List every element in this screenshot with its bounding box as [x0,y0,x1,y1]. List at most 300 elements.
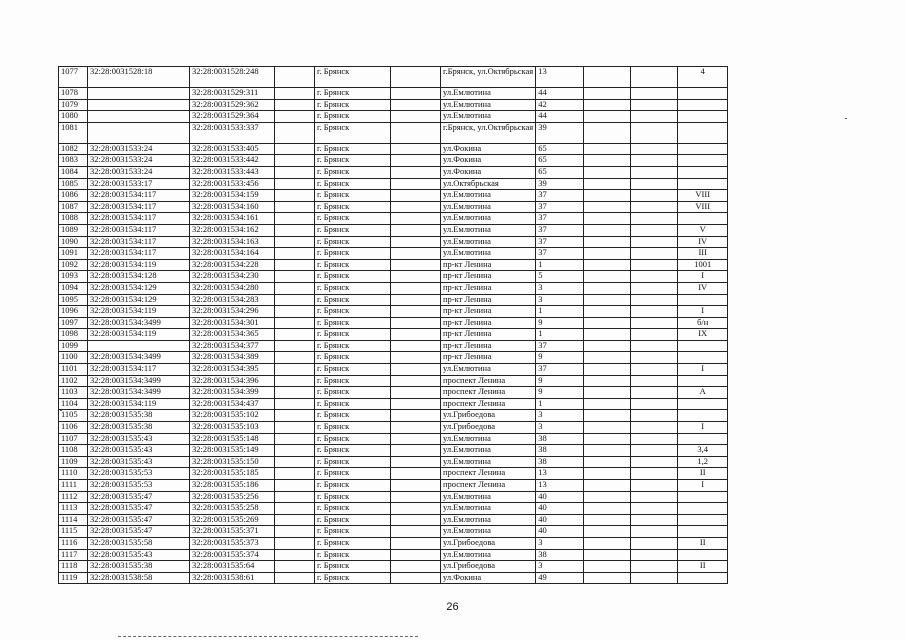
empty-cell [275,201,315,213]
city-cell: г. Брянск [315,67,391,88]
empty-cell [391,503,441,515]
street-cell: ул.Емлютина [441,111,536,123]
house-number-cell: 40 [536,526,584,538]
empty-cell [275,122,315,143]
street-cell: ул.Грибоедова [441,561,536,573]
parcel-cadastral-number: 32:28:0031534:3499 [88,352,190,364]
empty-cell [275,143,315,155]
street-cell: проспект Ленина [441,480,536,492]
city-cell: г. Брянск [315,224,391,236]
city-cell: г. Брянск [315,190,391,202]
empty-cell [275,282,315,294]
empty-cell [391,352,441,364]
parcel-cadastral-number: 32:28:0031528:18 [88,67,190,88]
object-cadastral-number: 32:28:0031528:248 [190,67,275,88]
parcel-cadastral-number: 32:28:0031534:117 [88,224,190,236]
street-cell: ул.Фокина [441,166,536,178]
house-number-cell: 1 [536,398,584,410]
city-cell: г. Брянск [315,340,391,352]
house-number-cell: 13 [536,67,584,88]
house-number-cell: 1 [536,259,584,271]
parcel-cadastral-number: 32:28:0031535:43 [88,549,190,561]
object-cadastral-number: 32:28:0031533:405 [190,143,275,155]
empty-cell [391,572,441,584]
letter-cell [678,99,728,111]
row-number: 1084 [59,166,88,178]
empty-cell [584,143,631,155]
letter-cell [678,410,728,422]
empty-cell [631,561,678,573]
table-row [59,433,728,445]
empty-cell [391,143,441,155]
empty-cell [631,445,678,457]
table-row [59,537,728,549]
empty-cell [631,282,678,294]
empty-cell [584,561,631,573]
empty-cell [631,271,678,283]
row-number: 1096 [59,306,88,318]
empty-cell [275,178,315,190]
object-cadastral-number: 32:28:0031535:256 [190,491,275,503]
letter-cell [678,433,728,445]
row-number: 1103 [59,387,88,399]
table-row [59,155,728,167]
table-row [59,143,728,155]
empty-cell [584,410,631,422]
house-number-cell: 9 [536,375,584,387]
city-cell: г. Брянск [315,122,391,143]
empty-cell [631,122,678,143]
letter-cell: 1,2 [678,456,728,468]
object-cadastral-number: 32:28:0031533:442 [190,155,275,167]
street-cell: ул.Емлютина [441,503,536,515]
street-cell: ул.Емлютина [441,364,536,376]
object-cadastral-number: 32:28:0031529:362 [190,99,275,111]
row-number: 1100 [59,352,88,364]
empty-cell [631,526,678,538]
letter-cell: 4 [678,67,728,88]
table-row [59,329,728,341]
letter-cell [678,352,728,364]
empty-cell [631,166,678,178]
street-cell: ул.Емлютина [441,190,536,202]
house-number-cell: 3 [536,410,584,422]
city-cell: г. Брянск [315,572,391,584]
row-number: 1114 [59,514,88,526]
object-cadastral-number: 32:28:0031533:337 [190,122,275,143]
letter-cell [678,166,728,178]
street-cell: пр-кт Ленина [441,340,536,352]
city-cell: г. Брянск [315,445,391,457]
letter-cell [678,340,728,352]
empty-cell [275,213,315,225]
empty-cell [391,248,441,260]
city-cell: г. Брянск [315,422,391,434]
empty-cell [275,364,315,376]
empty-cell [631,224,678,236]
street-cell: проспект Ленина [441,375,536,387]
letter-cell: I [678,422,728,434]
empty-cell [275,375,315,387]
object-cadastral-number: 32:28:0031535:371 [190,526,275,538]
empty-cell [275,190,315,202]
letter-cell: А [678,387,728,399]
house-number-cell: 13 [536,468,584,480]
parcel-cadastral-number: 32:28:0031534:129 [88,294,190,306]
row-number: 1090 [59,236,88,248]
house-number-cell: 37 [536,248,584,260]
house-number-cell: 9 [536,387,584,399]
table-row [59,561,728,573]
empty-cell [391,514,441,526]
empty-cell [275,537,315,549]
row-number: 1079 [59,99,88,111]
empty-cell [584,526,631,538]
street-cell: ул.Фокина [441,572,536,584]
empty-cell [584,306,631,318]
letter-cell: VIII [678,190,728,202]
object-cadastral-number: 32:28:0031534:377 [190,340,275,352]
object-cadastral-number: 32:28:0031534:365 [190,329,275,341]
parcel-cadastral-number: 32:28:0031534:117 [88,364,190,376]
house-number-cell: 13 [536,480,584,492]
letter-cell [678,375,728,387]
empty-cell [391,224,441,236]
empty-cell [584,445,631,457]
empty-cell [631,201,678,213]
table-row [59,410,728,422]
house-number-cell: 40 [536,514,584,526]
object-cadastral-number: 32:28:0031534:162 [190,224,275,236]
empty-cell [391,433,441,445]
empty-cell [631,294,678,306]
empty-cell [631,387,678,399]
empty-cell [584,549,631,561]
object-cadastral-number: 32:28:0031534:395 [190,364,275,376]
object-cadastral-number: 32:28:0031535:64 [190,561,275,573]
house-number-cell: 37 [536,213,584,225]
parcel-cadastral-number: 32:28:0031538:58 [88,572,190,584]
letter-cell: II [678,561,728,573]
street-cell: ул.Грибоедова [441,410,536,422]
street-cell: ул.Емлютина [441,248,536,260]
empty-cell [391,491,441,503]
empty-cell [631,111,678,123]
empty-cell [584,99,631,111]
parcel-cadastral-number: 32:28:0031534:129 [88,282,190,294]
row-number: 1098 [59,329,88,341]
empty-cell [391,456,441,468]
object-cadastral-number: 32:28:0031534:396 [190,375,275,387]
table-row [59,213,728,225]
parcel-cadastral-number: 32:28:0031534:117 [88,236,190,248]
parcel-cadastral-number: 32:28:0031534:3499 [88,317,190,329]
row-number: 1116 [59,537,88,549]
empty-cell [391,201,441,213]
street-cell: пр-кт Ленина [441,352,536,364]
table-row [59,491,728,503]
empty-cell [275,329,315,341]
empty-cell [391,306,441,318]
empty-cell [631,352,678,364]
object-cadastral-number: 32:28:0031534:280 [190,282,275,294]
city-cell: г. Брянск [315,259,391,271]
letter-cell [678,398,728,410]
empty-cell [391,526,441,538]
empty-cell [391,259,441,271]
empty-cell [391,364,441,376]
parcel-cadastral-number: 32:28:0031535:58 [88,537,190,549]
empty-cell [584,317,631,329]
empty-cell [391,111,441,123]
letter-cell [678,155,728,167]
object-cadastral-number: 32:28:0031535:148 [190,433,275,445]
row-number: 1105 [59,410,88,422]
empty-cell [391,387,441,399]
empty-cell [584,514,631,526]
row-number: 1080 [59,111,88,123]
row-number: 1104 [59,398,88,410]
object-cadastral-number: 32:28:0031533:443 [190,166,275,178]
table-row [59,480,728,492]
empty-cell [584,503,631,515]
table-row [59,456,728,468]
house-number-cell: 44 [536,88,584,100]
empty-cell [275,398,315,410]
parcel-cadastral-number: 32:28:0031535:47 [88,514,190,526]
empty-cell [584,236,631,248]
row-number: 1109 [59,456,88,468]
object-cadastral-number: 32:28:0031534:164 [190,248,275,260]
table-row [59,306,728,318]
empty-cell [631,248,678,260]
parcel-cadastral-number [88,340,190,352]
street-cell: ул.Емлютина [441,433,536,445]
parcel-cadastral-number: 32:28:0031535:47 [88,526,190,538]
page-number: 26 [446,601,459,613]
empty-cell [584,352,631,364]
street-cell: ул.Емлютина [441,236,536,248]
city-cell: г. Брянск [315,282,391,294]
street-cell: пр-кт Ленина [441,329,536,341]
row-number: 1087 [59,201,88,213]
row-number: 1101 [59,364,88,376]
empty-cell [275,456,315,468]
street-cell: ул.Емлютина [441,526,536,538]
parcel-cadastral-number: 32:28:0031535:53 [88,468,190,480]
city-cell: г. Брянск [315,306,391,318]
object-cadastral-number: 32:28:0031533:456 [190,178,275,190]
empty-cell [631,329,678,341]
street-cell: ул.Грибоедова [441,537,536,549]
street-cell: пр-кт Ленина [441,306,536,318]
empty-cell [584,201,631,213]
table-row [59,526,728,538]
object-cadastral-number: 32:28:0031534:399 [190,387,275,399]
empty-cell [275,514,315,526]
city-cell: г. Брянск [315,236,391,248]
empty-cell [275,422,315,434]
parcel-cadastral-number: 32:28:0031535:43 [88,445,190,457]
empty-cell [584,387,631,399]
house-number-cell: 39 [536,178,584,190]
city-cell: г. Брянск [315,111,391,123]
empty-cell [584,88,631,100]
table-row [59,67,728,88]
object-cadastral-number: 32:28:0031535:103 [190,422,275,434]
parcel-cadastral-number: 32:28:0031535:43 [88,433,190,445]
empty-cell [391,166,441,178]
empty-cell [275,248,315,260]
empty-cell [631,410,678,422]
letter-cell: VIII [678,201,728,213]
empty-cell [391,398,441,410]
city-cell: г. Брянск [315,213,391,225]
street-cell: ул.Фокина [441,155,536,167]
parcel-cadastral-number: 32:28:0031534:119 [88,259,190,271]
street-cell: пр-кт Ленина [441,282,536,294]
empty-cell [275,561,315,573]
empty-cell [391,537,441,549]
letter-cell: IV [678,282,728,294]
letter-cell [678,143,728,155]
empty-cell [584,166,631,178]
letter-cell [678,178,728,190]
row-number: 1115 [59,526,88,538]
empty-cell [584,190,631,202]
house-number-cell: 5 [536,271,584,283]
house-number-cell: 40 [536,491,584,503]
house-number-cell: 3 [536,282,584,294]
empty-cell [631,549,678,561]
letter-cell: I [678,306,728,318]
city-cell: г. Брянск [315,526,391,538]
empty-cell [391,445,441,457]
object-cadastral-number: 32:28:0031534:160 [190,201,275,213]
empty-cell [275,526,315,538]
house-number-cell: 38 [536,433,584,445]
parcel-cadastral-number: 32:28:0031534:117 [88,201,190,213]
row-number: 1086 [59,190,88,202]
house-number-cell: 39 [536,122,584,143]
parcel-cadastral-number: 32:28:0031534:119 [88,306,190,318]
object-cadastral-number: 32:28:0031534:159 [190,190,275,202]
table-row [59,282,728,294]
parcel-cadastral-number: 32:28:0031535:47 [88,491,190,503]
empty-cell [275,410,315,422]
object-cadastral-number: 32:28:0031535:149 [190,445,275,457]
table-row [59,317,728,329]
empty-cell [584,155,631,167]
city-cell: г. Брянск [315,352,391,364]
street-cell: ул.Октябрьская [441,178,536,190]
empty-cell [631,514,678,526]
street-cell: ул.Емлютина [441,201,536,213]
empty-cell [631,433,678,445]
parcel-cadastral-number: 32:28:0031534:128 [88,271,190,283]
empty-cell [391,294,441,306]
house-number-cell: 37 [536,201,584,213]
empty-cell [275,259,315,271]
row-number: 1082 [59,143,88,155]
object-cadastral-number: 32:28:0031529:311 [190,88,275,100]
house-number-cell: 37 [536,236,584,248]
empty-cell [391,480,441,492]
empty-cell [631,317,678,329]
letter-cell: 3,4 [678,445,728,457]
row-number: 1108 [59,445,88,457]
city-cell: г. Брянск [315,99,391,111]
row-number: 1085 [59,178,88,190]
letter-cell: I [678,271,728,283]
object-cadastral-number: 32:28:0031534:301 [190,317,275,329]
object-cadastral-number: 32:28:0031534:283 [190,294,275,306]
empty-cell [275,468,315,480]
house-number-cell: 1 [536,329,584,341]
row-number: 1092 [59,259,88,271]
letter-cell: 1001 [678,259,728,271]
empty-cell [584,364,631,376]
empty-cell [584,67,631,88]
house-number-cell: 37 [536,340,584,352]
row-number: 1094 [59,282,88,294]
house-number-cell: 37 [536,364,584,376]
house-number-cell: 9 [536,317,584,329]
empty-cell [275,340,315,352]
empty-cell [631,178,678,190]
parcel-cadastral-number [88,99,190,111]
empty-cell [391,549,441,561]
house-number-cell: 38 [536,445,584,457]
parcel-cadastral-number: 32:28:0031534:119 [88,398,190,410]
object-cadastral-number: 32:28:0031538:61 [190,572,275,584]
empty-cell [631,236,678,248]
street-cell: пр-кт Ленина [441,317,536,329]
empty-cell [584,122,631,143]
street-cell: ул.Емлютина [441,445,536,457]
letter-cell [678,294,728,306]
house-number-cell: 37 [536,190,584,202]
row-number: 1117 [59,549,88,561]
empty-cell [391,317,441,329]
empty-cell [391,155,441,167]
house-number-cell: 65 [536,166,584,178]
house-number-cell: 3 [536,537,584,549]
empty-cell [275,306,315,318]
object-cadastral-number: 32:28:0031534:389 [190,352,275,364]
letter-cell: б/н [678,317,728,329]
letter-cell [678,213,728,225]
table-row [59,514,728,526]
empty-cell [391,561,441,573]
empty-cell [391,468,441,480]
empty-cell [631,99,678,111]
parcel-cadastral-number: 32:28:0031533:17 [88,178,190,190]
table-row [59,190,728,202]
city-cell: г. Брянск [315,143,391,155]
empty-cell [275,271,315,283]
object-cadastral-number: 32:28:0031535:150 [190,456,275,468]
object-cadastral-number: 32:28:0031535:269 [190,514,275,526]
street-cell: проспект Ленина [441,468,536,480]
street-cell: ул.Емлютина [441,99,536,111]
empty-cell [584,224,631,236]
table-row [59,166,728,178]
empty-cell [631,143,678,155]
empty-cell [275,317,315,329]
empty-cell [631,88,678,100]
street-cell: ул.Емлютина [441,88,536,100]
